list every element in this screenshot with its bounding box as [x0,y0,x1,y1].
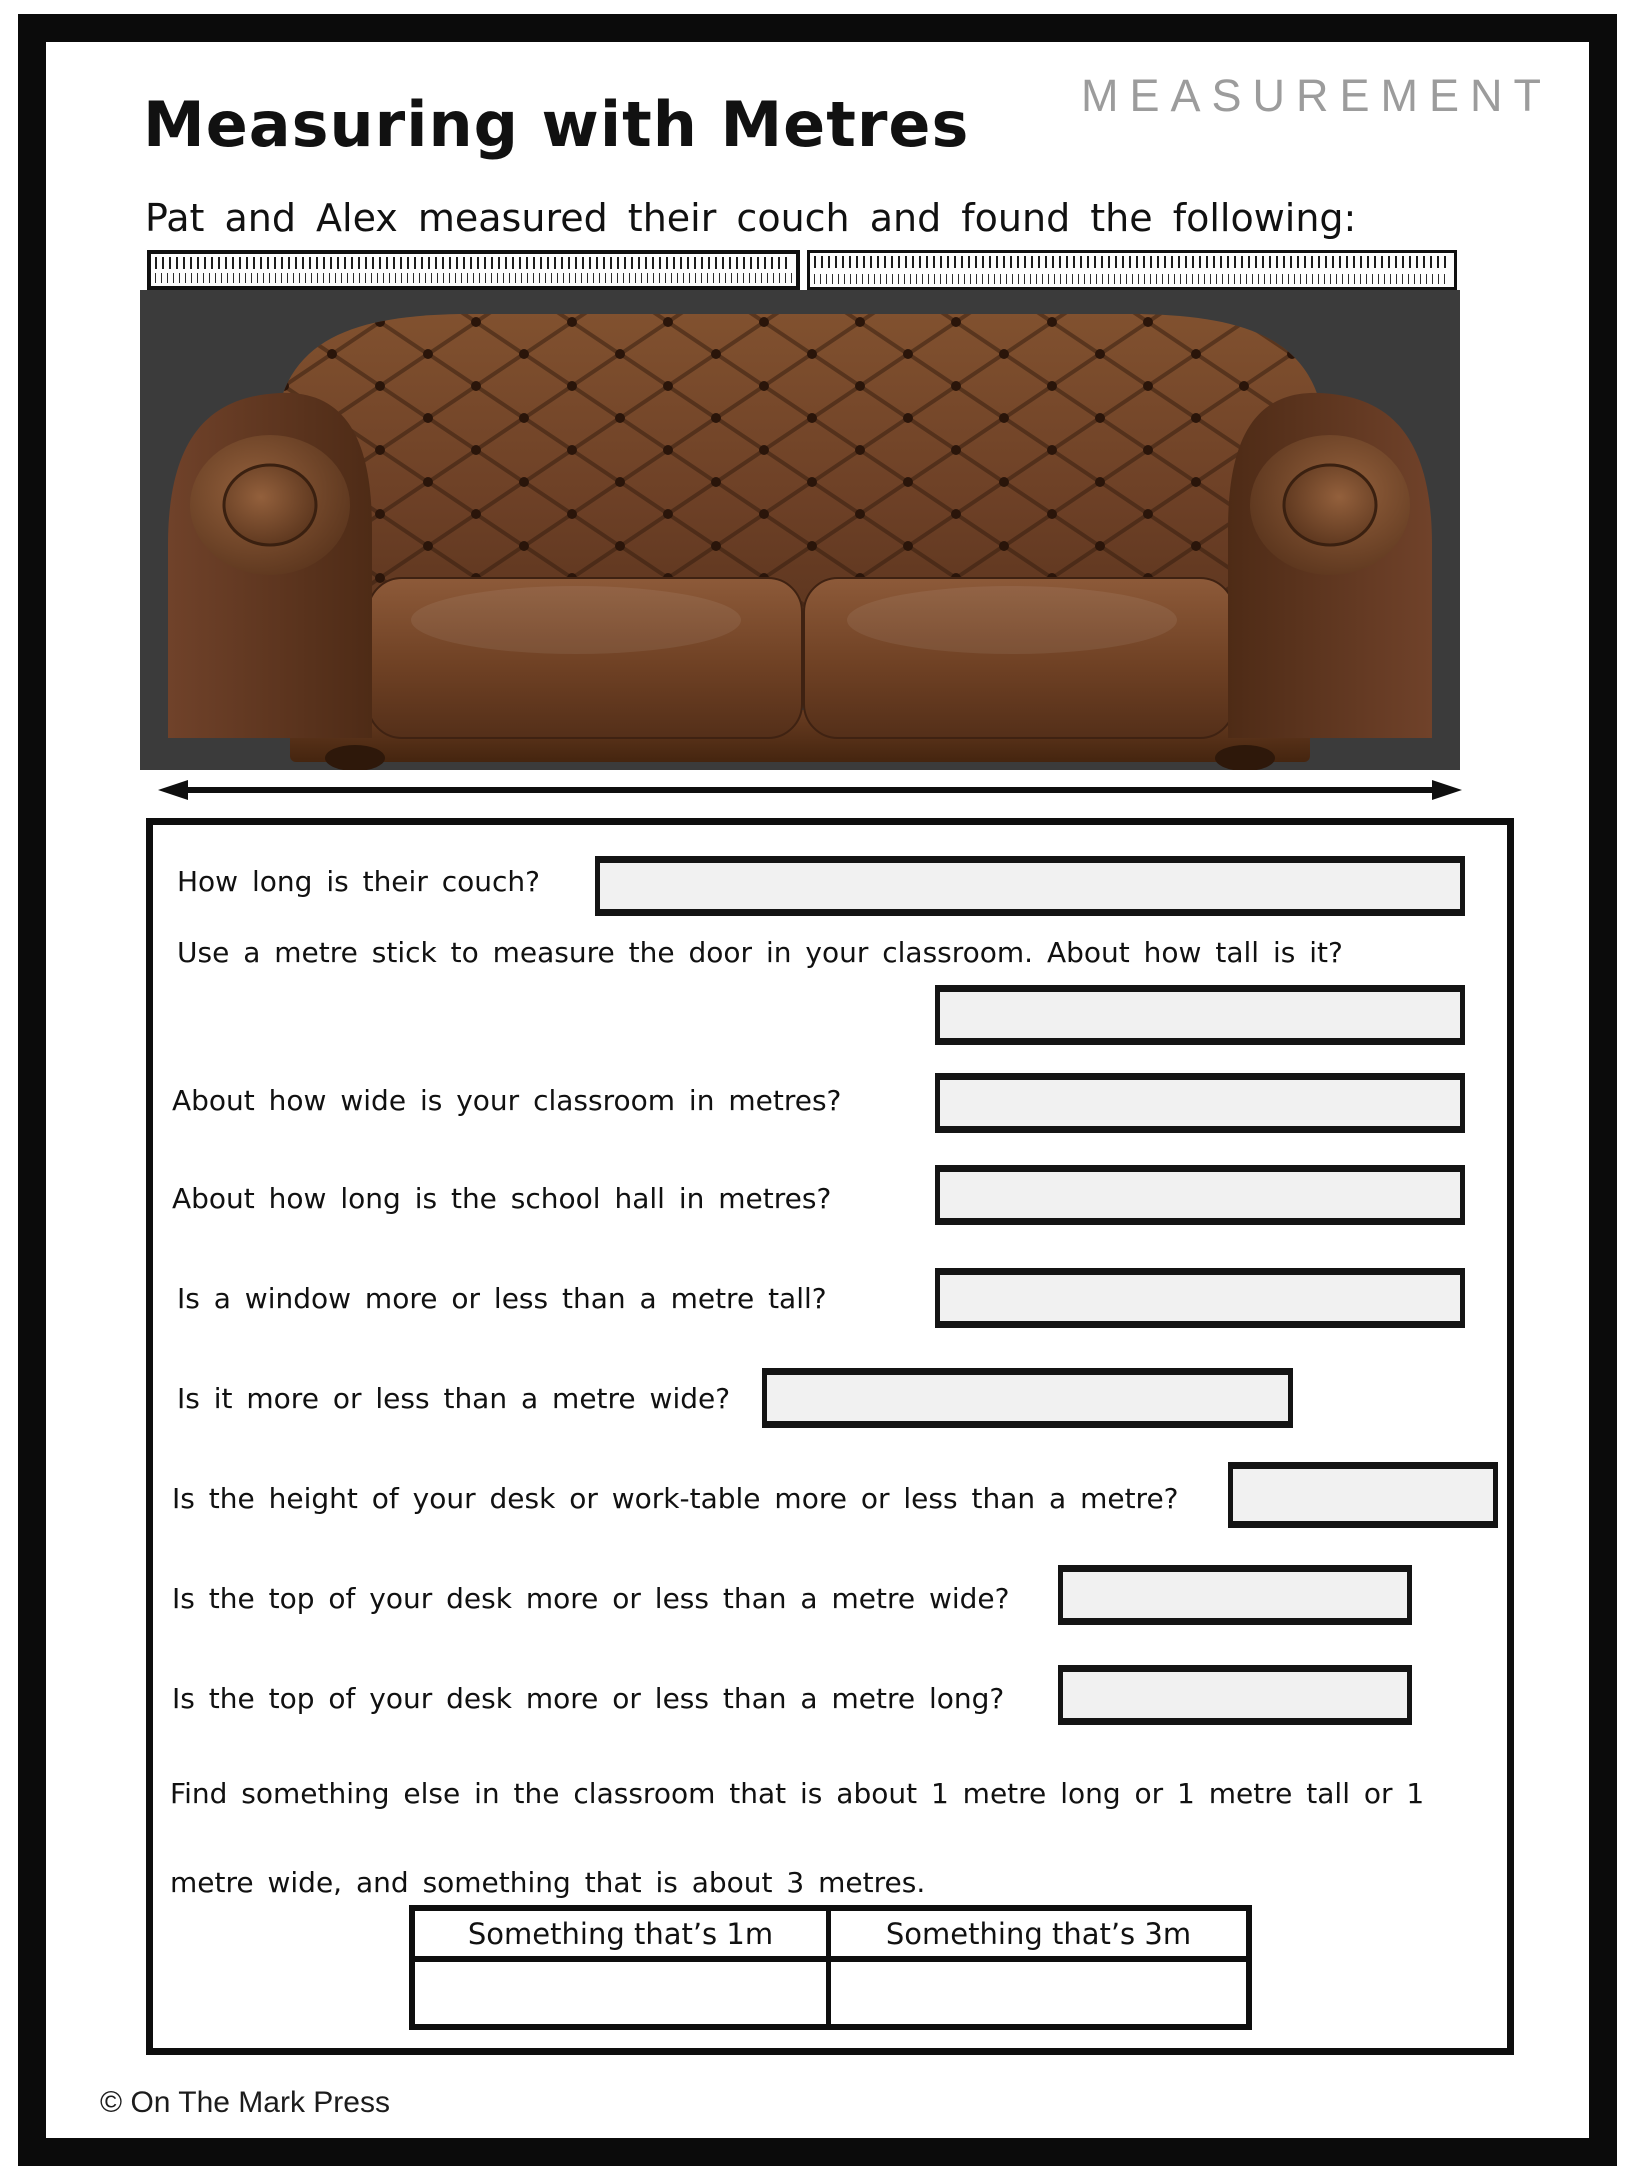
metre-stick-right [807,250,1458,290]
question-window-wide: Is it more or less than a metre wide? [177,1382,731,1415]
question-door-height: Use a metre stick to measure the door in your classroom. About how tall is it? [177,936,1343,969]
question-window-tall: Is a window more or less than a metre tall? [177,1282,827,1315]
page-title: Measuring with Metres [143,88,970,161]
answer-input-window-tall[interactable] [935,1268,1465,1328]
ruler-tick-marks [155,273,792,283]
intro-text: Pat and Alex measured their couch and found the following: [145,196,1357,240]
answer-input-door-height[interactable] [935,985,1465,1045]
ruler-number-markings [155,257,792,269]
question-desk-top-long: Is the top of your desk more or less than a metre long? [172,1682,1005,1715]
answer-input-classroom-width[interactable] [935,1073,1465,1133]
find-task-line-1: Find something else in the classroom that is about 1 metre long or 1 metre tall or 1 [170,1777,1425,1810]
answer-input-hall-length[interactable] [935,1165,1465,1225]
questions-panel [146,818,1514,2055]
ruler-tick-marks [814,274,1451,284]
question-desk-top-wide: Is the top of your desk more or less than a metre wide? [172,1582,1010,1615]
category-label: MEASUREMENT [1080,70,1552,121]
table-header-1m: Something that’s 1m [415,1911,831,1962]
table-header-3m: Something that’s 3m [831,1911,1246,1962]
couch-length-arrow-icon [158,778,1462,802]
answer-input-desk-height[interactable] [1228,1462,1498,1528]
something-table [409,1905,1252,2030]
answer-input-desk-top-long[interactable] [1058,1665,1412,1725]
metre-sticks [147,250,1457,290]
question-couch-length: How long is their couch? [177,865,540,898]
table-cell-1m-answer[interactable] [415,1962,831,2024]
copyright-text: © On The Mark Press [100,2086,390,2119]
answer-input-couch-length[interactable] [595,856,1465,916]
find-task-line-2: metre wide, and something that is about 3 metres. [170,1866,926,1899]
question-desk-height: Is the height of your desk or work-table more or less than a metre? [172,1482,1179,1515]
question-hall-length: About how long is the school hall in metres? [172,1182,832,1215]
table-cell-3m-answer[interactable] [831,1962,1246,2024]
question-classroom-width: About how wide is your classroom in metres? [172,1084,842,1117]
answer-input-window-wide[interactable] [762,1368,1293,1428]
answer-input-desk-top-wide[interactable] [1058,1565,1412,1625]
metre-stick-left [147,250,800,290]
couch-photo [140,290,1460,770]
couch-image [140,290,1460,770]
ruler-number-markings [814,256,1451,268]
